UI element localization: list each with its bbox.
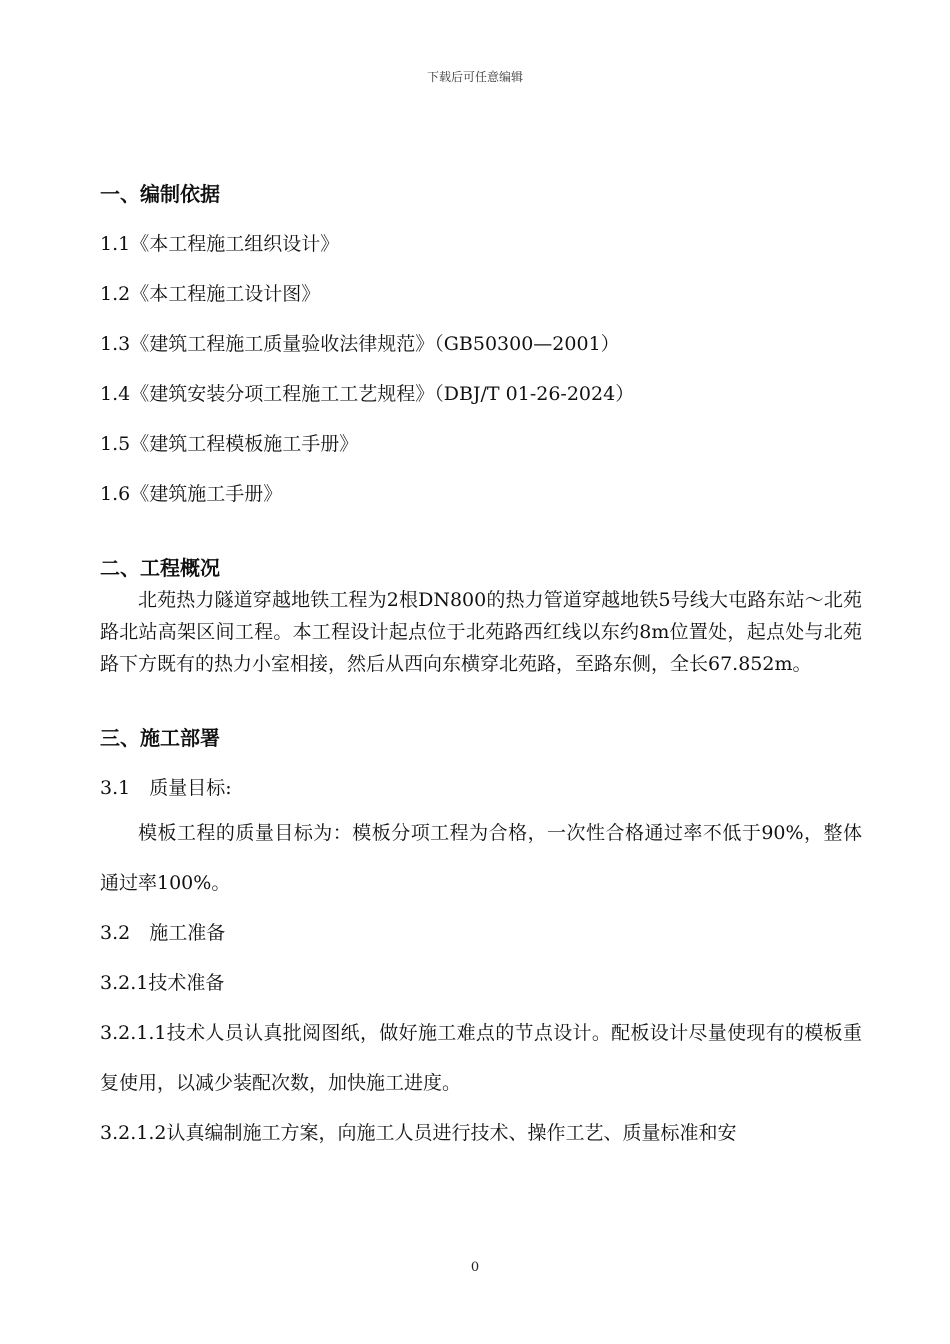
section-1-title: 一、编制依据 [100, 182, 220, 206]
page-number: 0 [470, 1260, 480, 1275]
document-body [100, 178, 862, 1158]
quality-goal-text: 模板工程的质量目标为：模板分项工程为合格，一次性合格通过率不低于90%，整体通过率100%。 [100, 822, 862, 894]
construction-prep-heading: 3.2 施工准备 [100, 922, 226, 944]
reference-item-3: 1.3《建筑工程施工质量验收法律规范》（GB50300—2001） [100, 333, 620, 355]
tech-prep-item-2: 3.2.1.2认真编制施工方案，向施工人员进行技术、操作工艺、质量标准和安 [100, 1122, 737, 1144]
section-3-title: 三、施工部署 [100, 726, 220, 750]
quality-goal-heading: 3.1 质量目标: [100, 777, 232, 799]
reference-item-1: 1.1《本工程施工组织设计》 [100, 233, 340, 255]
header-note: 下载后可任意编辑 [426, 70, 523, 84]
reference-item-6: 1.6《建筑施工手册》 [100, 483, 283, 505]
reference-item-5: 1.5《建筑工程模板施工手册》 [100, 433, 359, 455]
reference-item-4: 1.4《建筑安装分项工程施工工艺规程》（DBJ/T 01-26-2024） [100, 383, 635, 405]
project-overview-paragraph: 北苑热力隧道穿越地铁工程为2根DN800的热力管道穿越地铁5号线大屯路东站～北苑路北站高架区间工程。本工程设计起点位于北苑路西红线以东约8m位置处，起点处与北苑路下方既有的热力小室相接，然后从西向东横穿北苑路，至路东侧，全长67.852m。 [100, 589, 862, 675]
tech-prep-item-1: 3.2.1.1技术人员认真批阅图纸，做好施工难点的节点设计。配板设计尽量使现有的模板重复使用，以减少装配次数，加快施工进度。 [100, 1022, 862, 1094]
reference-item-2: 1.2《本工程施工设计图》 [100, 283, 321, 305]
section-2-title: 二、工程概况 [100, 556, 220, 580]
tech-prep-heading: 3.2.1技术准备 [100, 972, 225, 994]
